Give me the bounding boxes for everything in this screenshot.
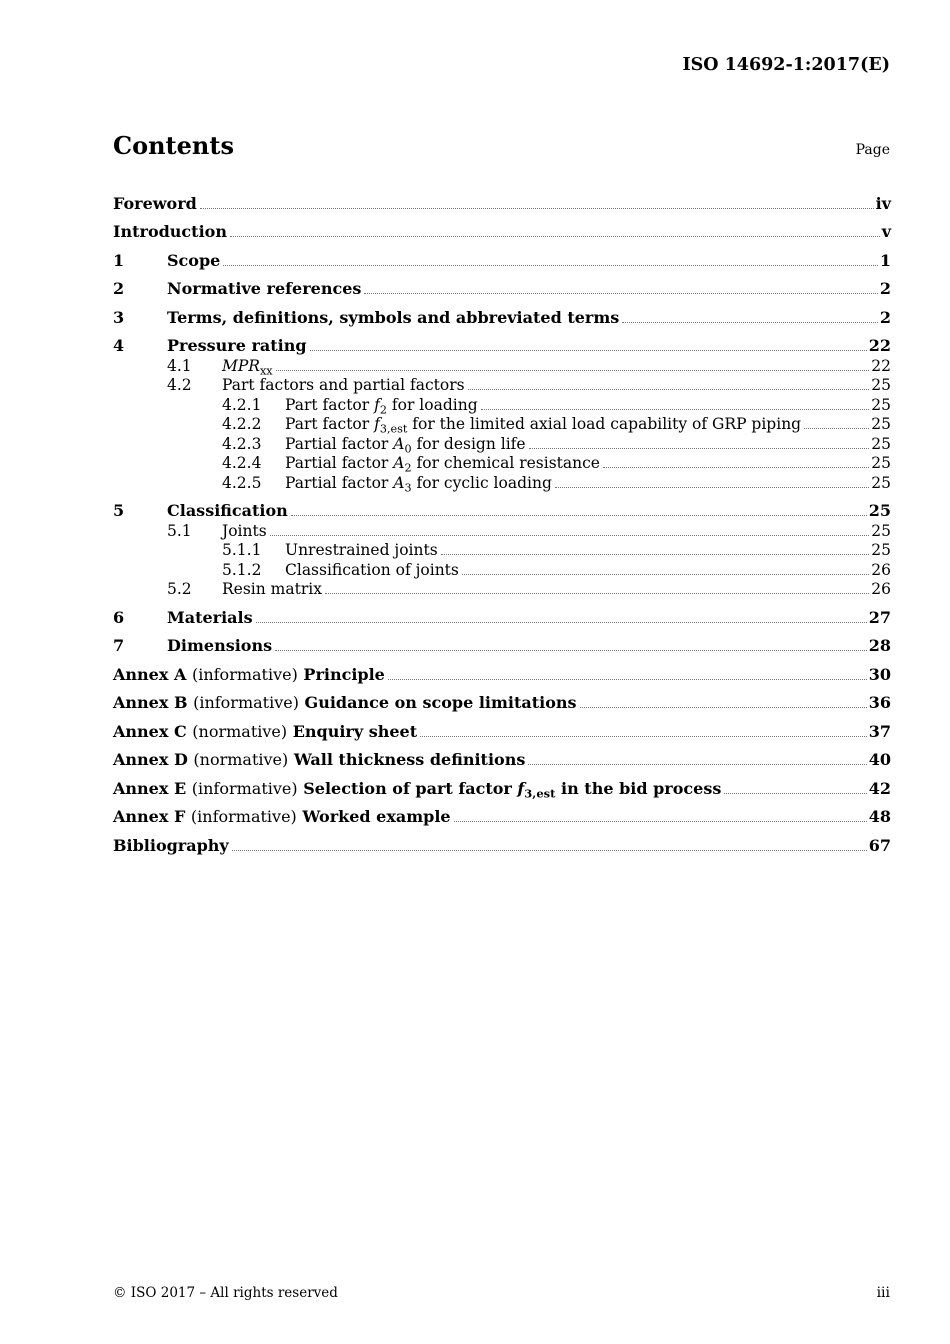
section-number: 5: [113, 501, 125, 520]
page-column-label: Page: [855, 142, 890, 158]
toc-entry-part-factors[interactable]: 4.2 Part factors and partial factors 25: [167, 376, 891, 394]
toc-entry-scope[interactable]: 1 Scope 1: [113, 250, 891, 270]
section-number: 4.2.3: [222, 434, 262, 453]
toc-entry-annex-d[interactable]: Annex D (normative) Wall thickness definitions 40: [113, 750, 891, 769]
toc-entry-resin-matrix[interactable]: 5.2 Resin matrix 26: [167, 580, 891, 598]
toc-page-number: 67: [868, 835, 891, 855]
toc-page-number: 22: [871, 356, 891, 375]
toc-page-number: 40: [868, 750, 891, 769]
toc-entry-part-factor-f2[interactable]: 4.2.1 Part factor $f_2$ for loading 25: [222, 395, 891, 416]
section-number: 4.2.1: [222, 395, 262, 414]
section-number: 6: [113, 607, 125, 627]
copyright-notice: © ISO 2017 – All rights reserved: [113, 1285, 338, 1301]
toc-entry-terms-definitions[interactable]: 3 Terms, definitions, symbols and abbreviated terms 2: [113, 307, 891, 327]
toc-page-number: 26: [871, 560, 891, 579]
toc-entry-unrestrained-joints[interactable]: 5.1.1 Unrestrained joints 25: [222, 541, 891, 559]
toc-page-number: 48: [868, 807, 891, 826]
toc-page-number: 25: [871, 521, 891, 540]
toc-entry-classification-of-joints[interactable]: 5.1.2 Classification of joints 26: [222, 560, 891, 579]
toc-entry-dimensions[interactable]: 7 Dimensions 28: [113, 636, 891, 655]
toc-page-number: 25: [871, 395, 891, 414]
toc-page-number: 25: [871, 473, 891, 492]
section-number: 4.2.4: [222, 454, 262, 472]
section-number: 5.1.1: [222, 541, 262, 559]
toc-page-number: 25: [871, 454, 891, 472]
toc-entry-classification[interactable]: 5 Classification 25: [113, 501, 891, 520]
toc-page-number: 36: [868, 693, 891, 712]
toc-entry-introduction[interactable]: Introduction v: [113, 222, 891, 241]
toc-page-number: 30: [868, 664, 891, 684]
section-number: 2: [113, 279, 125, 298]
section-number: 5.1: [167, 521, 192, 540]
section-number: 5.1.2: [222, 560, 262, 579]
section-number: 4: [113, 336, 125, 355]
toc-entry-foreword[interactable]: Foreword iv: [113, 193, 891, 213]
toc-page-number: 25: [871, 415, 891, 433]
toc-page-number: 27: [868, 607, 891, 627]
toc-entry-normative-references[interactable]: 2 Normative references 2: [113, 279, 891, 298]
toc-page-number: 1: [879, 250, 891, 270]
toc-entry-annex-f[interactable]: Annex F (informative) Worked example 48: [113, 807, 891, 826]
toc-entry-joints[interactable]: 5.1 Joints 25: [167, 521, 891, 540]
toc-entry-bibliography[interactable]: Bibliography 67: [113, 835, 891, 855]
section-number: 5.2: [167, 580, 192, 598]
toc-entry-materials[interactable]: 6 Materials 27: [113, 607, 891, 627]
toc-page-number: 26: [871, 580, 891, 598]
toc-page-number: 28: [868, 636, 891, 655]
toc-page-number: 22: [868, 336, 891, 355]
toc-entry-annex-e[interactable]: Annex E (informative) Selection of part factor $f_{3,est}$ in the bid process 42: [113, 778, 891, 800]
page-title: Contents: [113, 131, 234, 160]
section-number: 4.2.2: [222, 415, 262, 433]
toc-entry-mprxx[interactable]: 4.1 $MPR_{xx}$ 22: [167, 356, 891, 377]
toc-page-number: v: [881, 222, 891, 241]
toc-page-number: 42: [868, 778, 891, 798]
toc-entry-partial-factor-a2[interactable]: 4.2.4 Partial factor $A_2$ for chemical resistance 25: [222, 454, 891, 475]
toc-page-number: 2: [879, 279, 891, 298]
toc-page-number: 25: [871, 541, 891, 559]
toc-entry-partial-factor-a3[interactable]: 4.2.5 Partial factor $A_3$ for cyclic loading 25: [222, 473, 891, 494]
footer-page-number: iii: [876, 1285, 890, 1301]
toc-page-number: 37: [868, 721, 891, 741]
toc-page-number: 25: [871, 434, 891, 453]
toc-page-number: 25: [871, 376, 891, 394]
toc-page-number: iv: [875, 193, 891, 213]
toc-entry-annex-c[interactable]: Annex C (normative) Enquiry sheet 37: [113, 721, 891, 741]
section-number: 4.1: [167, 356, 192, 375]
section-number: 1: [113, 250, 125, 270]
toc-entry-partial-factor-a0[interactable]: 4.2.3 Partial factor $A_0$ for design life 25: [222, 434, 891, 455]
toc-entry-part-factor-f3est[interactable]: 4.2.2 Part factor $f_{3,est}$ for the limited axial load capability of GRP piping 25: [222, 415, 891, 436]
section-number: 3: [113, 307, 125, 327]
toc-entry-annex-a[interactable]: Annex A (informative) Principle 30: [113, 664, 891, 684]
section-number: 4.2.5: [222, 473, 262, 492]
toc-entry-annex-b[interactable]: Annex B (informative) Guidance on scope limitations 36: [113, 693, 891, 712]
toc-page-number: 25: [868, 501, 891, 520]
section-number: 4.2: [167, 376, 192, 394]
table-of-contents: [113, 186, 891, 857]
section-number: 7: [113, 636, 125, 655]
document-id: ISO 14692-1:2017(E): [682, 55, 890, 75]
toc-page-number: 2: [879, 307, 891, 327]
toc-entry-pressure-rating[interactable]: 4 Pressure rating 22: [113, 336, 891, 355]
